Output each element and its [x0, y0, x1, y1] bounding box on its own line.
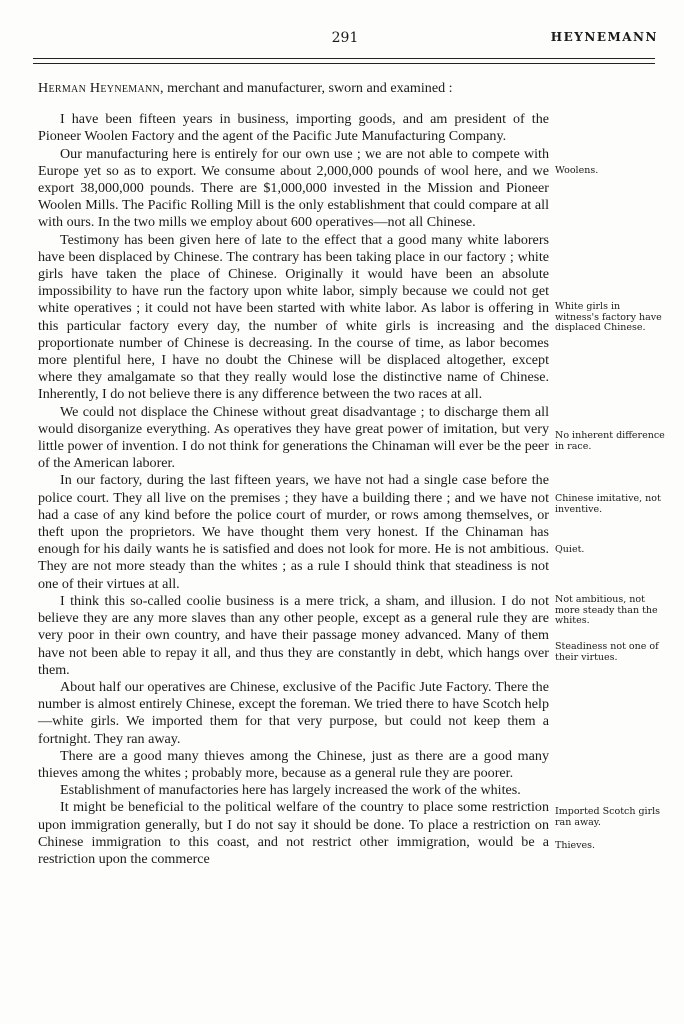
margin-note-steadiness: Steadiness not one of their virtues.	[555, 641, 659, 663]
page-number: 291	[331, 30, 359, 46]
testimony-paragraph: I have been fifteen years in business, importing goods, and am president of the Pioneer Woolen Factory and the agent of the Pacific Jute Manufacturing Company.	[38, 111, 549, 145]
margin-note-scotch-girls: Imported Scotch girls ran away.	[555, 806, 661, 828]
testimony-paragraph: Our manufacturing here is entirely for our own use ; we are not able to compete with Europe yet so as to export. We consume about 2,000,000 pounds of wool here, and we export 38,000,000 pounds. There are $1,000,000 invested in the Mission and Pioneer Woolen Mills. The Pacific Rolling Mill is the only establishment that could compare at all with ours. In the two mills we employ about 600 operatives—not all Chinese.	[38, 145, 549, 231]
header-rule-double	[33, 63, 655, 64]
testimony-paragraph: It might be beneficial to the political welfare of the country to place some restriction upon immigration generally, but I do not say it should be done. To place a restriction on Chinese immigration to this coast, and not restrict other immigration, would be a restriction upon the commerce	[38, 799, 549, 867]
margin-note-woolens: Woolens.	[555, 165, 599, 176]
body-text	[38, 80, 549, 868]
testimony-paragraph: I think this so-called coolie business is a mere trick, a sham, and illusion. I do not believe they are any more slaves than any other people, except as a general rule they are very poor in their own country, and have their passage money advanced. Many of them have not been able to repay it all, and thus they are constantly in debt, which hangs over them.	[38, 592, 549, 678]
testimony-paragraph: Testimony has been given here of late to the effect that a good many white laborers have been displaced by Chinese. The contrary has been taking place in our factory ; white girls have taken the place of Chinese. Originally it would have been an absolute impossibility to have run the factory upon white labor, simply because we could not get white operatives ; it could not have been started with white labor. As labor is offering in this particular factory every day, the number of white girls is increasing and the proportionate number of Chinese is decreasing. In the course of time, as labor becomes more plentiful here, I have no doubt the Chinese will be displaced altogether, except where they amalgamate so that they really would lose the distinctive name of Chinese. Inherently, I do not believe there is any difference between the two races at all.	[38, 231, 549, 403]
margin-note-white-girls: White girls in witness's factory have displaced Chinese.	[555, 301, 662, 333]
margin-note-quiet: Quiet.	[555, 544, 585, 555]
margin-note-no-difference: No inherent difference in race.	[555, 430, 665, 452]
witness-intro	[38, 80, 549, 97]
witness-description: , merchant and manufacturer, sworn and examined :	[160, 80, 453, 96]
running-head: HEYNEMANN	[550, 30, 658, 44]
testimony-paragraph: In our factory, during the last fifteen years, we have not had a single case before the police court. They all live on the premises ; they have a building there ; and we have not had a case of any kind before the police court of murder, or rows among themselves, or theft upon the proprietors. We have thought them very honest. If the Chinaman has enough for his daily wants he is satisfied and does not look for more. He is not ambitious. They are not more steady than the whites ; as a rule I should think that steadiness is not one of their virtues at all.	[38, 472, 549, 592]
testimony-paragraph: Establishment of manufactories here has largely increased the work of the whites.	[60, 782, 521, 799]
header-rule	[33, 58, 655, 59]
witness-name: Herman Heynemann	[38, 80, 161, 96]
testimony-paragraph: We could not displace the Chinese without great disadvantage ; to discharge them all would disorganize everything. As operatives they have great power of imitation, but very little power of invention. I do not think for generations the Chinaman will ever be the peer of the American laborer.	[38, 403, 549, 472]
margin-note-imitative: Chinese imitative, not inventive.	[555, 493, 661, 515]
margin-note-thieves: Thieves.	[555, 840, 595, 851]
testimony-paragraph: About half our operatives are Chinese, exclusive of the Pacific Jute Factory. There the number is almost entirely Chinese, except the foreman. We tried there to have Scotch help—white girls. We imported them for that very purpose, but could not keep them a fortnight. They ran away.	[38, 678, 549, 747]
margin-note-not-ambitious: Not ambitious, not more steady than the whites.	[555, 594, 658, 626]
testimony-paragraph: There are a good many thieves among the Chinese, just as there are a good many thieves among the whites ; probably more, because as a general rule they are poorer.	[38, 747, 549, 781]
